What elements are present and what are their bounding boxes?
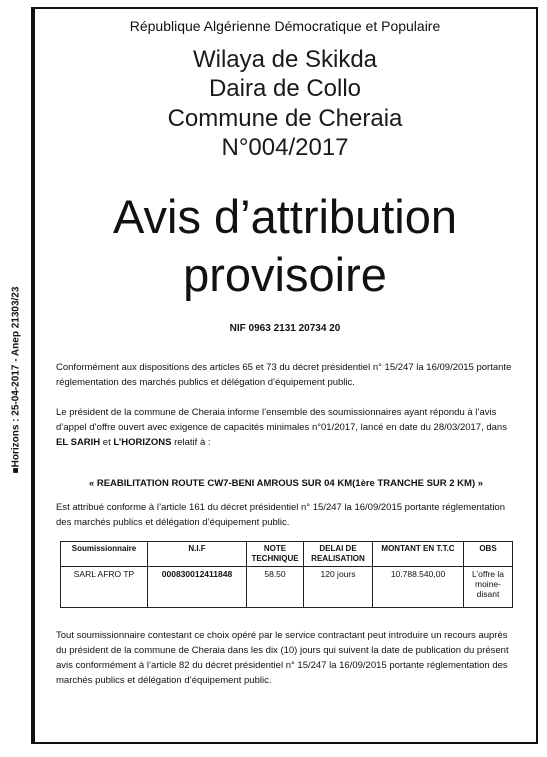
project-title: « REABILITATION ROUTE CW7-BENI AMROUS SUR 04 KM(1ère TRANCHE SUR 2 KM) » [88,478,484,489]
announcement-text-c: relatif à : [171,437,211,448]
publication-stamp-text: ■Horizons : 25-04-2017 - Anep 21303/23 [10,286,22,474]
newspaper-name-2: L’HORIZONS [113,437,172,448]
column-header: Soumissionnaire [61,542,148,567]
table-cell-score: 58.50 [247,567,304,608]
table-header-row [61,542,513,567]
announcement-paragraph [56,405,516,450]
column-header: MONTANT EN T.T.C [373,542,464,567]
column-header: N.I.F [148,542,247,567]
nif-number: NIF 0963 2131 20734 20 [229,323,341,334]
table-cell-bidder: SARL AFRO TP [61,567,148,608]
announcement-text-a: Le président de la commune de Cheraia informe l’ensemble des soumissionnaires ayant répondu à l’avis d’appel d’offre ouvert avec exigence de capacités minimales n°01/2017, lancé en date du 28/03/2017, dans [56,407,507,433]
notice-number: N°004/2017 [221,134,349,161]
wilaya-line: Wilaya de Skikda [192,46,378,73]
attribution-paragraph: Est attribué conforme à l’article 161 du décret présidentiel n° 15/247 la 16/09/2015 portante réglementation des marchés publics et délégation d’équipement public. [56,502,506,528]
table-cell-nif: 000830012411848 [148,567,247,608]
table-cell-delay: 120 jours [304,567,373,608]
page-title-line2: provisoire [183,248,387,301]
bids-table [60,541,513,608]
newspaper-name-1: EL SARIH [56,437,101,448]
table-cell-obs: L’offre la moine- disant [464,567,513,608]
republic-heading: République Algérienne Démocratique et Populaire [129,18,441,34]
table-row [61,567,513,608]
column-header: OBS [464,542,513,567]
table-cell-amount: 10.788.540,00 [373,567,464,608]
legal-basis-paragraph: Conformément aux dispositions des articles 65 et 73 du décret présidentiel n° 15/247 la 16/09/2015 portante réglementation des marchés publics et délégation d’équipement public. [56,362,512,388]
publication-stamp [6,260,26,500]
column-header: NOTE TECHNIQUE [247,542,304,567]
appeal-paragraph: Tout soumissionnaire contestant ce choix opéré par le service contractant peut introduire un recours auprès du président de la commune de Cheraia dans les dix (10) jours qui suivent la date de publication du présent avis conformément à l’article 82 du décret présidentiel n° 15/247 la 16/09/2015 portante réglementation des marchés publics et délégation d’équipement public. [56,630,509,686]
page-title-line1: Avis d’attribution [113,190,457,243]
announcement-text-b: et [100,437,114,448]
daira-line: Daira de Collo [208,75,362,102]
commune-line: Commune de Cheraia [167,105,403,132]
column-header: DELAI DE REALISATION [304,542,373,567]
